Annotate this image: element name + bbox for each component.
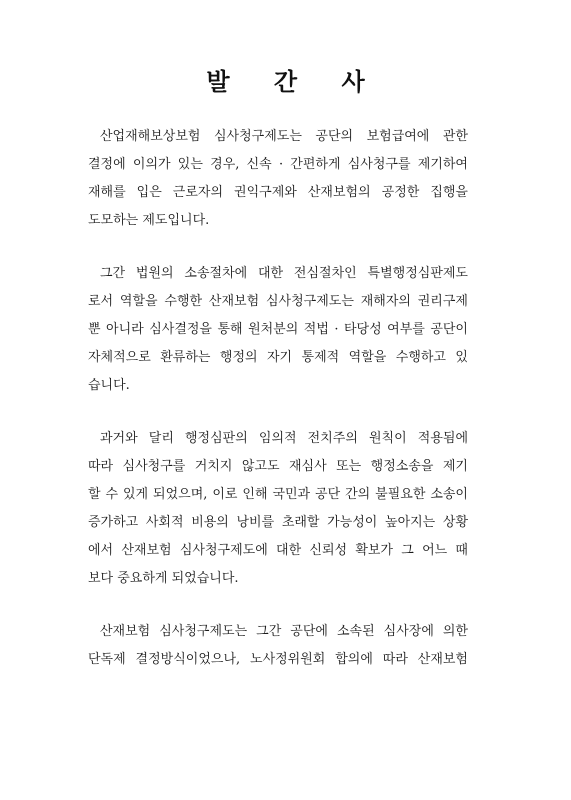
text-line: 증가하고 사회적 비용의 낭비를 초래할 가능성이 높아지는 상황 [88, 515, 468, 530]
paragraph-3 [88, 425, 468, 593]
text-line: 따라 심사청구를 거치지 않고도 재심사 또는 행정소송을 제기 [88, 459, 468, 474]
text-line: 습니다. [88, 378, 130, 393]
text-line: 도모하는 제도입니다. [88, 213, 210, 228]
text-line: 과거와 달리 행정심판의 임의적 전치주의 원칙이 적용됨에 [100, 431, 468, 446]
text-line: 에서 산재보험 심사청구제도에 대한 신뢰성 확보가 그 어느 때 [88, 543, 468, 558]
text-line: 보다 중요하게 되었습니다. [88, 571, 239, 586]
text-line: 결정에 이의가 있는 경우, 신속 · 간편하게 심사청구를 제기하여 [88, 157, 468, 172]
text-line: 자체적으로 환류하는 행정의 자기 통제적 역할을 수행하고 있 [88, 350, 468, 365]
text-line: 산업재해보상보험 심사청구제도는 공단의 보험급여에 관한 [100, 129, 468, 144]
text-line: 로서 역할을 수행한 산재보험 심사청구제도는 재해자의 권리구제 [88, 294, 468, 309]
paragraph-1 [88, 123, 468, 235]
text-line: 단독제 결정방식이었으나, 노사정위원회 합의에 따라 산재보험 [88, 652, 468, 667]
paragraph-4 [88, 618, 468, 674]
document-body [88, 123, 468, 699]
text-line: 뿐 아니라 심사결정을 통해 원처분의 적법 · 타당성 여부를 공단이 [88, 322, 468, 337]
text-line: 재해를 입은 근로자의 권익구제와 산재보험의 공정한 집행을 [88, 185, 468, 200]
text-line: 그간 법원의 소송절차에 대한 전심절차인 특별행정심판제도 [100, 266, 468, 281]
text-line: 산재보험 심사청구제도는 그간 공단에 소속된 심사장에 의한 [100, 624, 468, 639]
paragraph-2 [88, 260, 468, 400]
page-title: 발 간 사 [206, 67, 383, 96]
text-line: 할 수 있게 되었으며, 이로 인해 국민과 공단 간의 불필요한 소송이 [88, 487, 468, 502]
